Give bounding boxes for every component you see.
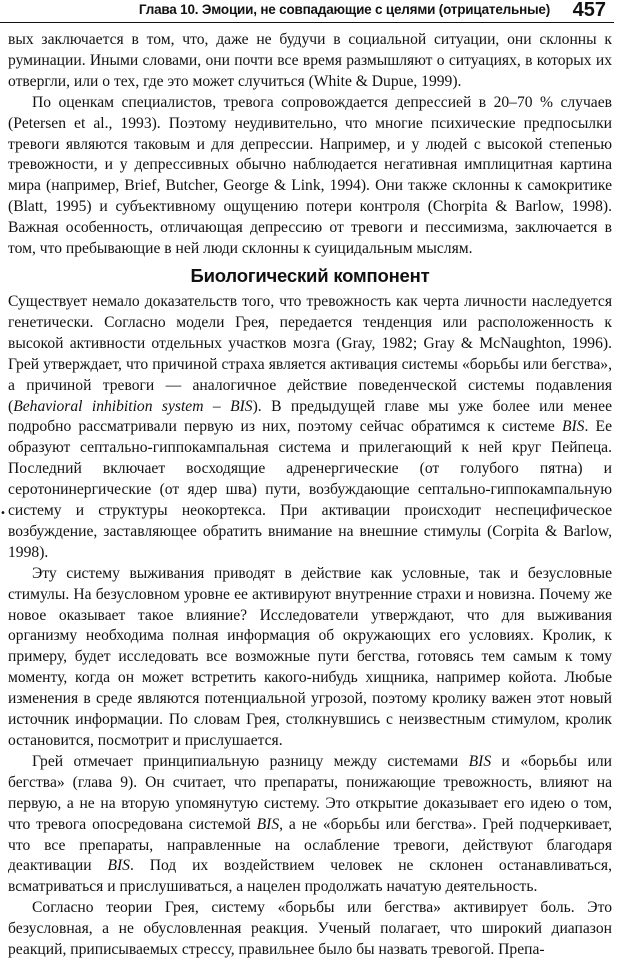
text-run: и «борьбы или бегства» (глава 9). Он считает, что препараты, понижающие тревожность, влияют на первую, а не на вторую упомянутую систему. Это открытие доказывает его идею о том, что тревога опосредована системой bbox=[8, 752, 613, 833]
margin-mark-icon: • bbox=[0, 508, 6, 519]
section-heading: Биологический компонент bbox=[190, 264, 430, 286]
paragraph bbox=[8, 292, 612, 564]
italic-term: BIS bbox=[561, 418, 585, 436]
text-run: . Под их воздействием человек не склонен останавливаться, всматриваться и прислушиваться, а нацелен продолжать начатую деятельность. bbox=[8, 857, 612, 896]
italic-term: BIS bbox=[107, 857, 130, 875]
italic-term: BIS bbox=[256, 815, 280, 833]
italic-term: BIS bbox=[468, 752, 492, 770]
paragraph: Согласно теории Грея, систему «борьбы или бегства» активирует боль. Это безусловная, а не обусловленная реакция. Ученый полагает, что широкий диапазон реакций, приписываемых стрессу, правильнее было бы назвать тревогой. Препа- bbox=[8, 899, 612, 959]
text-run: ). В предыдущей главе мы уже более или менее подробно рассматривали первую из них, поэтому сейчас обратимся к системе bbox=[8, 397, 612, 436]
page-number: 457 bbox=[572, 0, 606, 21]
text-run: Существует немало доказательств того, что тревожность как черта личности наследуется генетически. Согласно модели Грея, передается тенденция или расположенность к высокой активности отдельных участков мозга (Gray, 1982; Gray & McNaughton, 1996). Грей утверждает, что причиной страха является активация системы «борьбы или бегства», а причиной тревоги — аналогичное действие поведенческой системы подавления ( bbox=[8, 292, 612, 415]
paragraph bbox=[8, 752, 612, 898]
body-text bbox=[8, 30, 612, 961]
paragraph: вых заключается в том, что, даже не будучи в социальной ситуации, они склонны к руминации. Иными словами, они почти все время размышляют о ситуациях, в которых их отвергли, или о тех, где это может случиться (White & Dupue, 1999). bbox=[8, 31, 612, 90]
text-run: , а не «борьбы или бегства». Грей подчеркивает, что все препараты, направленные на ослабление тревоги, действуют благодаря деактивации bbox=[8, 815, 612, 875]
paragraph: Эту систему выживания приводят в действие как условные, так и безусловные стимулы. На безусловном уровне ее активируют внутренние страхи и новизна. Почему же новое оказывает такое влияние? Исследователи утверждают, что для выживания организму необходима полная информация об окружающих его условиях. Кролик, к примеру, будет исследовать все возможные пути бегства, готовясь тем самым к тому моменту, когда он может встретить какого-нибудь хищника, например койота. Любые изменения в среде являются потенциальной угрозой, поэтому кролику важен этот новый источник информации. По словам Грея, столкнувшись с неизвестным стимулом, кролик остановится, посмотрит и прислушается. bbox=[8, 564, 612, 749]
chapter-title: Глава 10. Эмоции, не совпадающие с целями (отрицательные) bbox=[138, 2, 550, 17]
text-run: Грей отмечает принципиальную разницу между системами bbox=[32, 752, 469, 770]
paragraph: По оценкам специалистов, тревога сопровождается депрессией в 20–70 % случаев (Petersen et al., 1993). Поэтому неудивительно, что многие психические предпосылки тревоги являются таковым и для депрессии. Например, и у людей с высокой степенью тревожности, и у депрессивных обычно наблюдается негативная имплицитная картина мира (например, Brief, Butcher, George & Link, 1994). Они также склонны к самокритике (Blatt, 1995) и субъективному ощущению потери контроля (Chorpita & Barlow, 1998). Важная особенность, отличающая депрессию от тревоги и пессимизма, заключается в том, что пребывающие в ней люди склонны к суицидальным мыслям. bbox=[8, 93, 612, 258]
italic-term: Behavioral inhibition system – BIS bbox=[13, 397, 253, 415]
running-head bbox=[0, 0, 614, 23]
text-run: . Ее образуют септально-гиппокампальная система и прилегающий к ней круг Пейпеца. Последний включает восходящие адренергические (от голубого пятна) и серотонинергические (от ядер шва) пути, возбуждающие септально-гиппокампальную систему и структуры неокортекса. При активации происходит неспецифическое возбуждение, заставляющее обратить внимание на внешние стимулы (Corpita & Barlow, 1998). bbox=[8, 418, 612, 561]
